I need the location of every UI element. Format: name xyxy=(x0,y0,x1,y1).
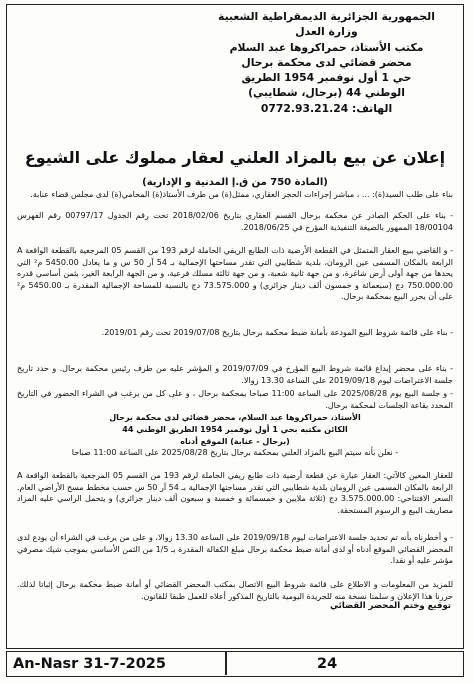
footer-divider xyxy=(225,652,227,675)
notice-subtitle: (المادة 750 من ق.إ المدنية و الإدارية) xyxy=(142,177,328,188)
notice-paragraph: للعقار المعين كالآتي: العقار عبارة عن قطعة أرضية ذات طابع ريفي الحاملة لرقم 193 من القسم 05 المرجعية بالقطعة الواقعة A الرابعة بالمكان المسمى عين الرومان بلدية شطايبي التي تقدر مساحتها الإجمالية بـ 54 آر 50 س حسب مخطط مسح الأراضي العام. السعر الافتتاحي: 3.575.000.00 دج (ثلاثة ملايين و خمسمائة و خمسة و سبعون ألف دينار جزائري) و يتحمل الراسي عليه المزاد مصاريف البيع و الرسوم المستحقة. xyxy=(17,471,454,515)
signature-line: توقيع وختم المحضر القضائي xyxy=(330,601,451,611)
publication-date: An-Nasr 31-7-2025 xyxy=(13,656,166,672)
statement-line: الكائن مكتبه بحي 1 أول نوفمبر 1954 الطريق الوطني 44 xyxy=(122,424,348,434)
header-line: وزارة العدل xyxy=(295,25,358,39)
bailiff-header xyxy=(204,9,449,116)
notice-paragraph: - و جلسة البيع يوم 2025/08/28 على الساعة 11:00 صباحا بمحكمة برحال ، و على كل من يرغب في الشراء الحضور في التاريخ المحدد بقاعة الجلسات لمحكمة برحال. xyxy=(17,389,453,410)
header-line: حي 1 أول نوفمبر 1954 الطريق xyxy=(241,71,412,85)
header-line: مكتب الأستاذ، حمراكروها عبد السلام xyxy=(229,40,424,54)
statement-line: الأستاذ، حمراكروها عبد السلام، محضر قضائي لدى محكمة برحال xyxy=(109,413,361,422)
header-line: الهاتف: 0772.93.21.24 xyxy=(260,101,393,115)
notice-paragraph: للمزيد من المعلومات و الاطلاع على قائمة شروط البيع الاتصال بمكتب المحضر القضائي أو أمانة ضبط محكمة برحال إثباتا لذلك. حررنا هذا الإعلان و سلمنا نسخة منه للجريدة اليومية بالتاريخ المذكور أعلاه للعمل طبقا للقانون. xyxy=(17,580,453,601)
header-line: الوطني 44 (برحال، شطايبي) xyxy=(248,86,405,100)
bailiff-statement xyxy=(17,412,453,459)
notice-paragraph: - بناء على قائمة شروط البيع المودعة بأمانة ضبط محكمة برحال بتاريخ 2019/07/08 تحت رقم 2019/01. xyxy=(101,328,453,337)
notice-paragraph: - و أخطرناه بأنه تم تحديد جلسة الاعتراضات ليوم 2019/09/18 على الساعة 13.30 زوالا، و على من يرغب في الشراء أن يودع لدى المحضر القضائي الموقع أدناه أو لدى أمانة ضبط محكمة برحال مبلغ الكفالة المقدرة بـ 1/5 من الثمن الأساسي بموجب شيك مصرفي مؤشر عليه أو نقدا. xyxy=(17,533,454,566)
header-line: محضر قضائي لدى محكمة برحال xyxy=(241,55,412,69)
notice-title: إعلان عن بيع بالمزاد العلني لعقار مملوك على الشيوع xyxy=(24,148,446,167)
notice-paragraph: - بناء على الحكم الصادر عن محكمة برحال القسم العقاري بتاريخ 2018/02/06 تحت رقم الجدول 00797/17 رقم الفهرس 18/00104 الممهور بالصيغة التنفيذية المؤرخ في 2018/06/25. xyxy=(17,211,453,232)
page-footer xyxy=(6,651,464,677)
page-number: 24 xyxy=(317,656,338,672)
statement-line: (برحال - عنابة) الموقع أدناه xyxy=(180,436,290,446)
notice-paragraph: - و القاضي ببيع العقار المتمثل في القطعة الأرضية ذات الطابع الريفي الحاملة لرقم 193 من القسم 05 المرجعية بالقطعة الواقعة A الرابعة بالمكان المسمى عين الرومان، بلدية شطايبي التي تقدر مساحتها الإجمالية بـ 54 آر 50 س و ما يعادل 5450.00 م² التي يحدها من جهة أولى أرض شاغرة، و من جهة ثانية شعبة، و من جهة ثالثة مسلك فرعية، و من الجهة الرابعة الغير، بثمن أساسي قدره 750.000.00 دج (سبعمائة و خمسون ألف دينار جزائري) و 73.575.000 دج بالنسبة للمساحة الإجمالية المقدرة بـ 5450.00 م² على أن يحرر البيع بمحكمة برحال. xyxy=(17,246,454,302)
notice-paragraph: بناء على طلب السيد(ة): ... ، مباشر إجراءات الحجز العقاري، ممثل(ة) من طرف الأستاذ(ة) المحامي(ة) لدى مجلس قضاء عنابة. xyxy=(30,190,453,199)
header-line: الجمهورية الجزائرية الديمقراطية الشعبية xyxy=(218,10,435,23)
statement-line: - نعلن بأنه سيتم البيع بالمزاد العلني بمحكمة برحال بتاريخ 2025/08/28 على الساعة 11:00 صباحا xyxy=(71,448,399,458)
legal-notice-frame xyxy=(6,4,464,649)
notice-paragraph: - بناء على محضر إيداع قائمة شروط البيع المؤرخ في 2019/07/09 و المؤشر عليه من طرف رئيس محكمة برحال. و حدد تاريخ جلسة الاعتراضات ليوم 2019/09/18 على الساعة 13.30 زوالا. xyxy=(17,364,454,385)
